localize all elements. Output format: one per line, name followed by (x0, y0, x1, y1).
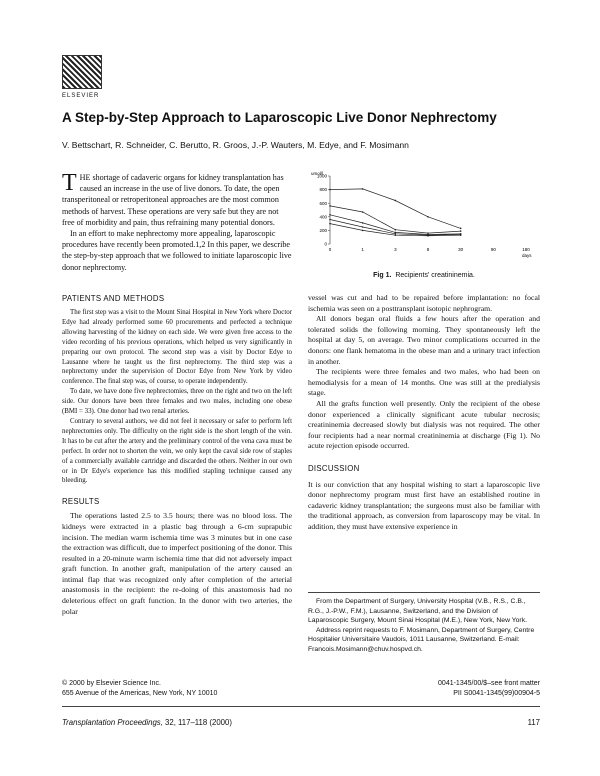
section-heading-results: RESULTS (62, 497, 100, 507)
y-tick-label: 400 (319, 214, 327, 220)
data-point (329, 189, 331, 191)
results-body (62, 511, 292, 617)
results-continued (308, 293, 540, 532)
article-codes (438, 679, 540, 698)
methods-paragraph-2: To date, we have done five nephrectomies, three on the right and two on the left side. Our donors have been three females and two males, including one obese (BMI = 33). One donor had two renal arteries. (62, 388, 292, 416)
figure-caption-text: Recipients' creatininemia. (395, 272, 475, 279)
data-point (362, 222, 364, 224)
data-point (362, 226, 364, 228)
elsevier-tree-icon (62, 55, 102, 89)
data-point (460, 234, 462, 236)
intro-paragraph-1: HE shortage of cadaveric organs for kidney transplantation has caused an increase in the use of live donors. To date, the open transperitoneal or retroperitoneal approaches are the most common methods of harvest. These operations are very safe but they are not free of morbidity and pain, thus refraining many potential donors. (62, 173, 284, 227)
publisher-address: 655 Avenue of the Americas, New York, NY 10010 (62, 689, 218, 697)
data-point (395, 200, 397, 202)
issn-line: 0041-1345/00/$–see front matter (438, 680, 540, 687)
methods-paragraph-1: The first step was a visit to the Mount Sinai Hospital in New York where Doctor Edye had already performed some 60 procurements and perfected a technique allowing harvesting of the kidney on each side. We were given free access to the video recording of his previous operations, which helped us very significantly in preparing our own protocol. The second step was a visit by Doctor Edye to Lausanne where he taught us the first nephrectomy. The third step was a nephrectomy under the supervision of Doctor Edye from New York by video conference. The final step was, of course, to operate independently. (62, 309, 292, 386)
data-point (460, 228, 462, 230)
author-list: V. Bettschart, R. Schneider, C. Berutto, R. Groos, J.-P. Wauters, M. Edye, and F. Mosimann (62, 140, 409, 150)
data-point (329, 219, 331, 221)
creatininemia-chart (308, 168, 540, 264)
methods-paragraph-3: Contrary to several authors, we did not feel it necessary or safer to perform left nephrectomies only. The difficulty on the right side is the short length of the vein. It has to be cut after the artery and the preliminary control of the vena cava must be perfect. In order not to shorten the vein, we only kept the caval side row of staples of a commercially available cartridge and discarded the others. Neither in our own or in Dr Edye's experience has this modified stapling technique caused any bleeding. (62, 417, 292, 485)
results-paragraph-1: The operations lasted 2.5 to 3.5 hours; there was no blood loss. The kidneys were extracted in a plastic bag through a 6-cm suprapubic incision. The median warm ischemia time was 3 minutes but in one case the extraction was difficult, due to imperfect positioning of the donor. This resulted in a 20-minute warm ischemia time that did not adversely impact graft function. In another graft, manipulation of the artery caused an intimal flap that was recognized only after completion of the arterial anastomosis in the recipient: the re-doing of this anastomosis had no deleterious effect on graft function. In the donor with two arteries, the polar (62, 511, 292, 616)
figure-label: Fig 1. (373, 272, 392, 279)
data-point (395, 233, 397, 235)
x-tick-label: 8 (426, 247, 430, 252)
section-heading-methods: PATIENTS AND METHODS (62, 294, 165, 303)
page-number: 117 (527, 718, 540, 727)
right-paragraph-2: All donors began oral fluids a few hours after the operation and tolerated solids the following morning. They spontaneously left the hospital at day 5, on average. Two minor complications occurred in the donors: one flank hematoma in the obese man and a urinary tract infection in another. (308, 314, 540, 366)
discussion-paragraph-1: It is our conviction that any hospital wishing to start a laparoscopic live donor nephrectomy program must first have an established routine in cadaveric kidney transplantation; the surgeons must also be familiar with the traditional approach, as conversion from laparoscopy may be vital. In addition, they must have extensive experience in (308, 479, 540, 531)
y-tick-label: 800 (319, 187, 327, 193)
y-axis-label: umol/l (311, 171, 324, 176)
right-paragraph-3: The recipients were three females and two males, who had been on hemodialysis for a mean of 14 months. One was still at the predialysis stage. (308, 367, 540, 398)
x-tick-label: 30 (458, 247, 464, 252)
x-tick-label: 3 (394, 247, 397, 252)
x-tick-label: 0 (328, 247, 332, 252)
footnotes (308, 597, 540, 654)
data-point (362, 230, 364, 232)
data-point (329, 205, 331, 207)
figure-caption (308, 272, 540, 279)
x-tick-label: 1 (361, 247, 364, 252)
data-point (427, 216, 429, 218)
copyright-line: © 2000 by Elsevier Science Inc. (62, 680, 161, 687)
patients-methods-section (62, 294, 292, 617)
pii-line: PII S0041-1345(99)00904-5 (453, 689, 540, 697)
intro-paragraph-2: In an effort to make nephrectomy more appealing, laparoscopic procedures have recently been promoted.1,2 In this paper, we describe the step-by-step approach that we followed to initiate laparoscopic live donor nephrectomy. (62, 229, 292, 272)
x-tick-label: 180 (522, 247, 530, 252)
data-point (427, 232, 429, 234)
data-point (329, 214, 331, 216)
figure-1 (308, 168, 540, 280)
publisher-logo (62, 55, 102, 103)
introduction (62, 172, 292, 273)
data-point (395, 229, 397, 231)
article-title: A Step-by-Step Approach to Laparoscopic Live Donor Nephrectomy (62, 110, 497, 125)
section-heading-discussion: DISCUSSION (308, 463, 360, 473)
footnote-rule (308, 592, 540, 593)
right-paragraph-1: vessel was cut and had to be repaired before implantation: no focal ischemia was seen on a posttransplant isotopic nephrogram. (308, 293, 540, 313)
data-point (460, 230, 462, 232)
reprint-address-footnote: Address reprint requests to F. Mosimann, Department of Surgery, Centre Hospitalier Universitaire Vaudois, 1011 Lausanne, Switzerland. E-mail: Francois.Mosimann@chuv.hospvd.ch. (308, 626, 535, 653)
data-point (427, 235, 429, 237)
series-line (330, 215, 461, 235)
y-tick-label: 1000 (316, 173, 327, 179)
journal-citation (62, 718, 232, 727)
data-point (329, 223, 331, 225)
publisher-name: ELSEVIER (62, 93, 100, 99)
right-paragraph-4: All the grafts function well presently. Only the recipient of the obese donor experienced a clinically significant acute tubular necrosis; creatininemia decreased slowly but dialysis was not required. The other four recipients had a near normal creatininemia at discharge (Fig 1). No acute rejection episode occurred. (308, 398, 540, 451)
series-line (330, 189, 461, 229)
y-tick-label: 0 (324, 241, 327, 247)
footer-rule (62, 706, 540, 707)
affiliation-footnote: From the Department of Surgery, University Hospital (V.B., R.S., C.B., R.G., J.-P.W., F.M.), Lausanne, Switzerland, and the Division of Laparoscopic Surgery, Mount Sinai Hospital (M.E.), New York, New York. (308, 598, 527, 624)
x-axis-unit: days (522, 253, 532, 258)
journal-volume: 32, 117–118 (2000) (165, 718, 232, 727)
y-tick-label: 200 (319, 228, 327, 233)
x-tick-label: 90 (490, 247, 496, 252)
data-point (395, 232, 397, 234)
copyright-block (62, 679, 217, 698)
methods-body (62, 308, 292, 486)
data-point (362, 188, 364, 190)
data-point (395, 234, 397, 236)
journal-name: Transplantation Proceedings, (62, 718, 163, 727)
y-tick-label: 600 (319, 200, 327, 206)
data-point (362, 211, 364, 213)
drop-cap: T (62, 170, 77, 196)
